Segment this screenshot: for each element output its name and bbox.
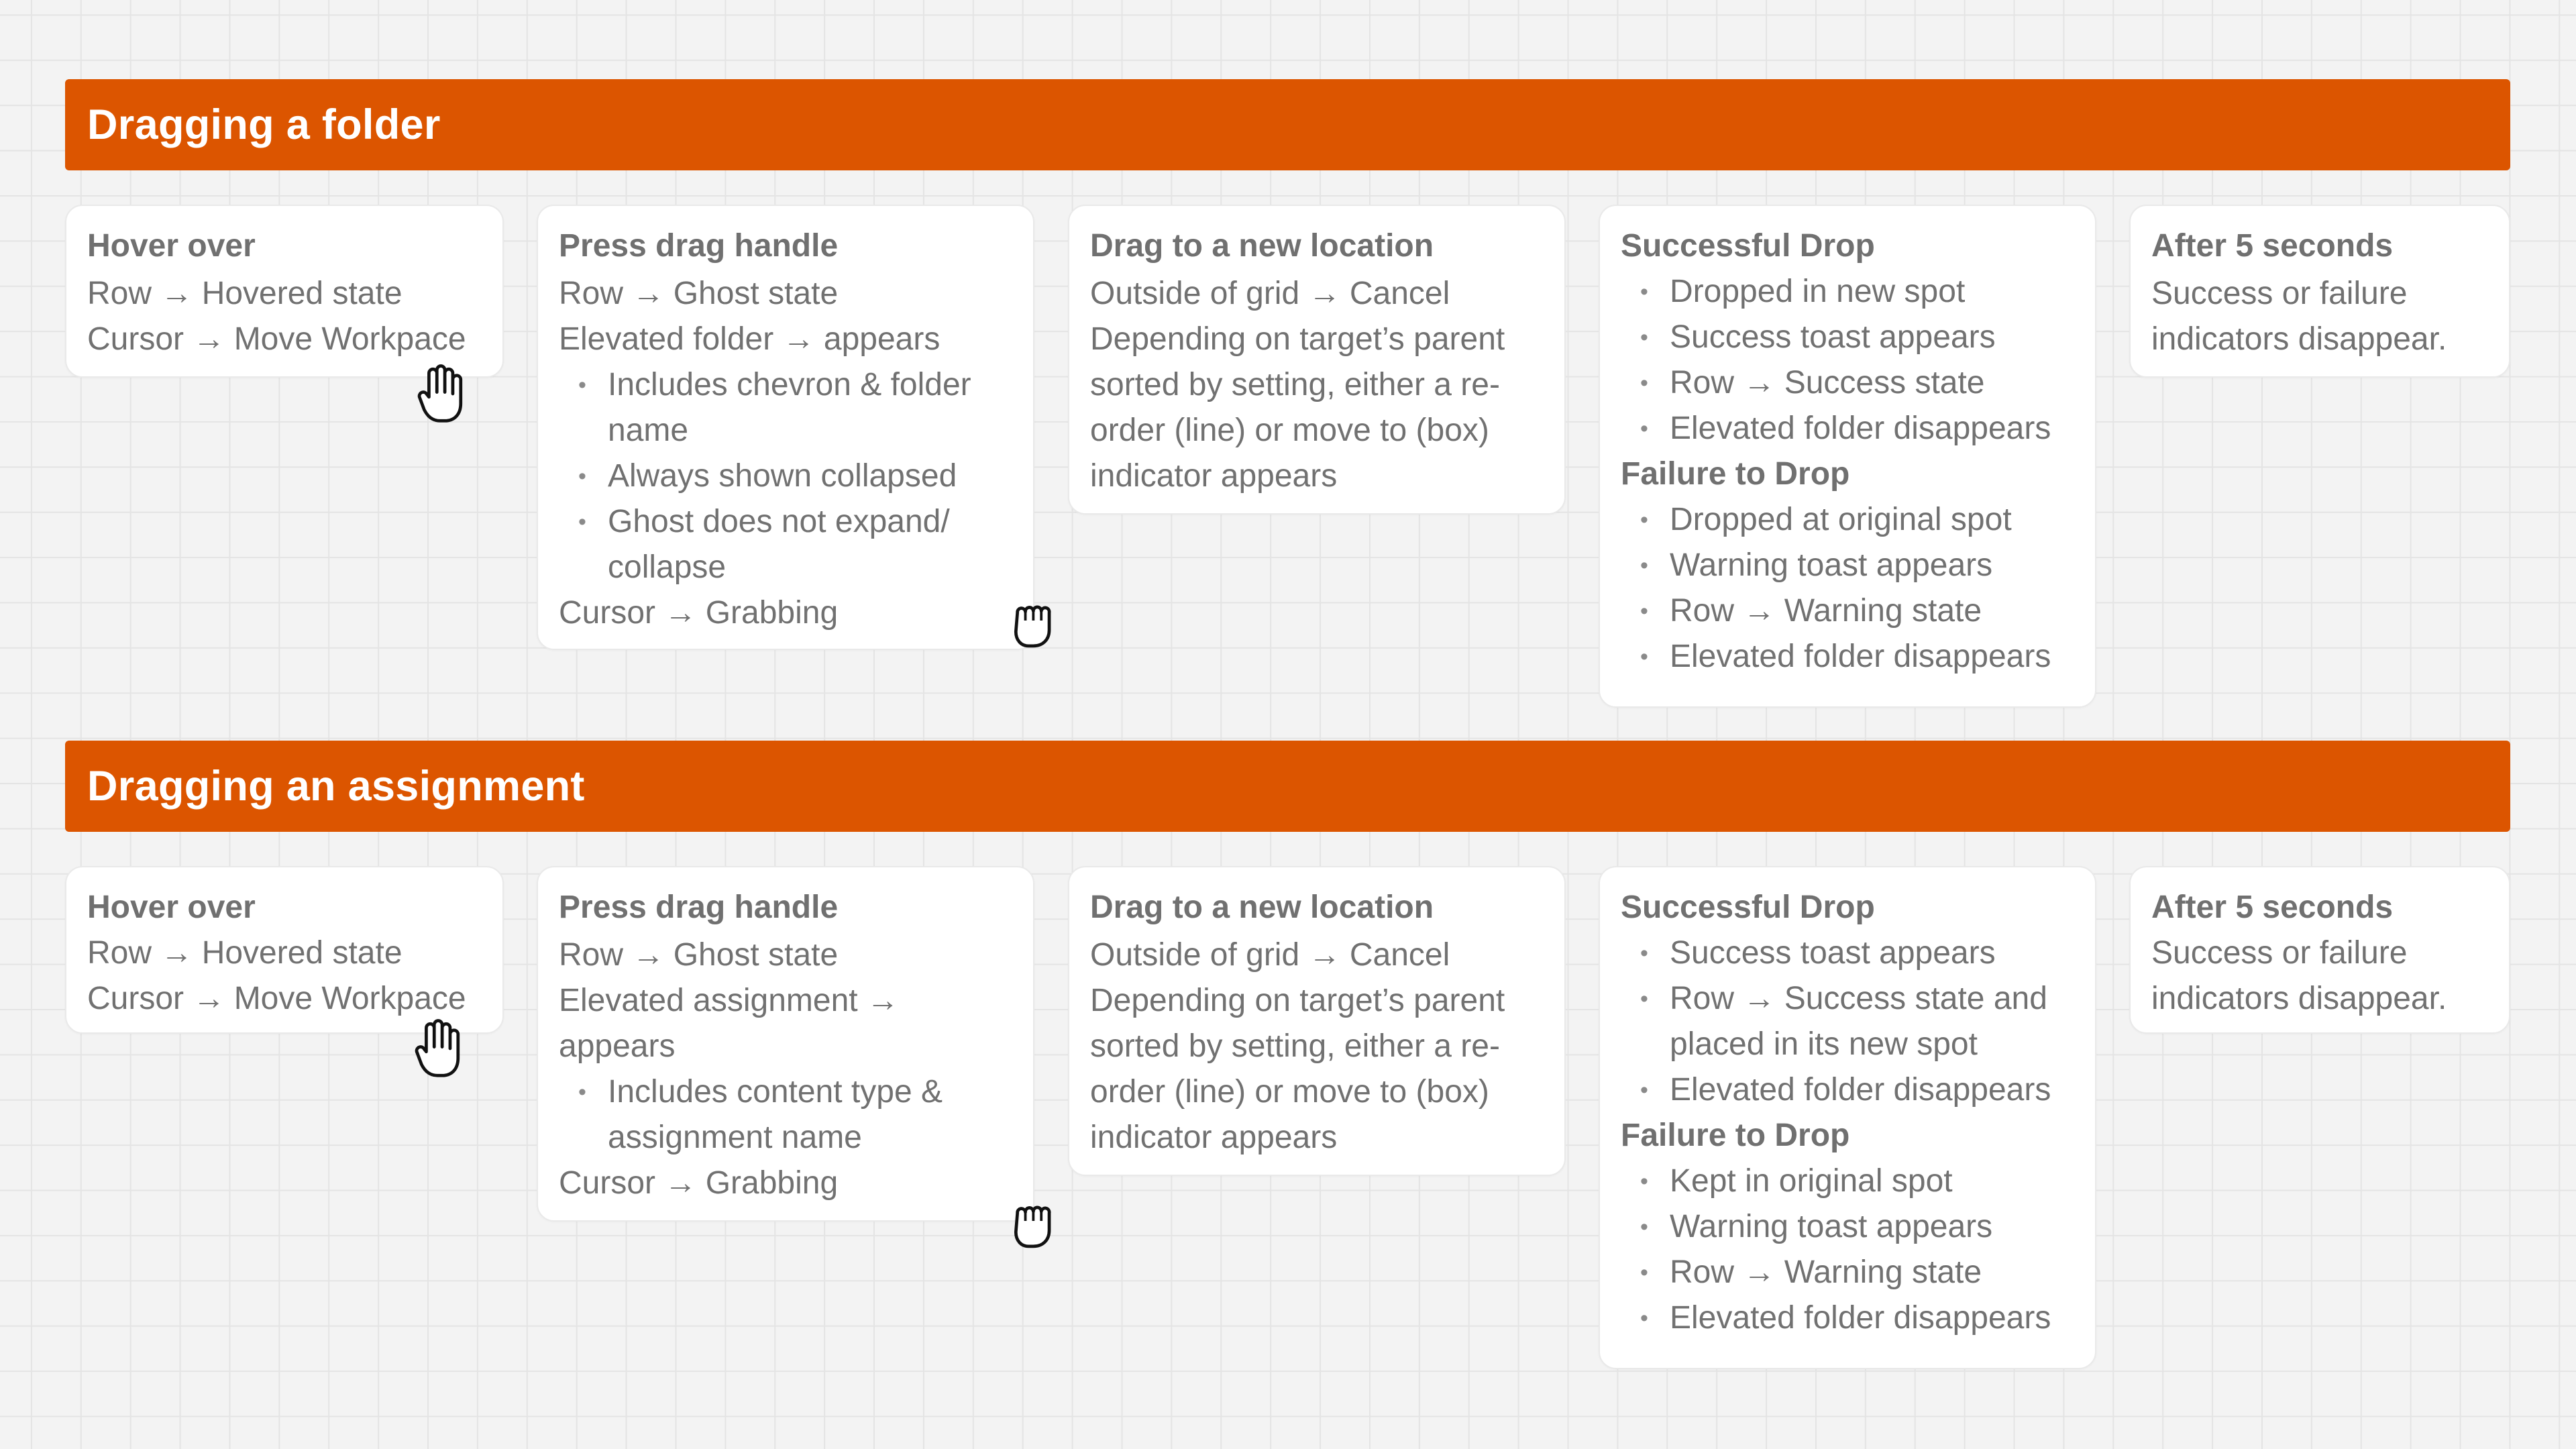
step-body: Depending on target’s parent sorted by setting, either a re-order (line) or move to (box) indicator appears — [1090, 983, 1505, 1155]
step-card-hover-over — [65, 866, 504, 1034]
step-title: Hover over — [87, 890, 256, 925]
bullet-list — [1621, 930, 2075, 1113]
bullet-list — [1621, 269, 2075, 451]
bullet-item: • Warning toast appears — [1670, 1204, 2075, 1250]
bullet-item: • Elevated folder disappears — [1670, 634, 2075, 680]
bullet-item: • Includes chevron & folder name — [608, 362, 1013, 453]
step-line: Cursor → Move Workpace — [87, 321, 466, 357]
pointer-hand-icon — [412, 1018, 463, 1079]
step-title: Successful Drop — [1621, 890, 1875, 925]
bullet-item: • Dropped in new spot — [1670, 269, 2075, 315]
step-line: Outside of grid → Cancel — [1090, 276, 1450, 311]
step-body: Success or failure indicators disappear. — [2151, 935, 2447, 1016]
bullet-item: • Dropped at original spot — [1670, 497, 2075, 543]
step-line: Outside of grid → Cancel — [1090, 937, 1450, 973]
step-line: Row → Hovered state — [87, 935, 402, 971]
bullet-item: • Row → Warning state — [1670, 588, 2075, 634]
step-card-after-5-seconds — [2129, 866, 2510, 1034]
step-title: After 5 seconds — [2151, 890, 2394, 925]
step-title: Drag to a new location — [1090, 228, 1434, 264]
step-card-drag-to-new-location — [1068, 866, 1566, 1176]
step-line: Row → Ghost state — [559, 276, 839, 311]
section-title: Dragging a folder — [87, 101, 441, 148]
step-title: Hover over — [87, 228, 256, 264]
step-subtitle: Failure to Drop — [1621, 1118, 1850, 1153]
step-body: Depending on target’s parent sorted by setting, either a re-order (line) or move to (box) indicator appears — [1090, 321, 1505, 494]
pointer-hand-icon — [415, 364, 466, 424]
step-card-drag-to-new-location — [1068, 205, 1566, 515]
step-title: Successful Drop — [1621, 228, 1875, 264]
step-line: Cursor → Grabbing — [559, 1165, 839, 1201]
section-header-assignment — [65, 741, 2510, 832]
bullet-item: • Elevated folder disappears — [1670, 406, 2075, 451]
step-line: Row → Hovered state — [87, 276, 402, 311]
step-card-drop-result — [1599, 205, 2096, 708]
step-title: Press drag handle — [559, 228, 839, 264]
step-card-hover-over — [65, 205, 504, 378]
step-card-drop-result — [1599, 866, 2096, 1369]
section-title: Dragging an assignment — [87, 763, 585, 810]
bullet-item: • Kept in original spot — [1670, 1159, 2075, 1204]
step-card-press-drag-handle — [537, 205, 1034, 650]
bullet-item: • Row → Success state and placed in its new spot — [1670, 976, 2075, 1067]
bullet-item: • Elevated folder disappears — [1670, 1067, 2075, 1113]
section-header-folder — [65, 79, 2510, 170]
step-line: Elevated folder → appears — [559, 321, 941, 357]
step-title: Drag to a new location — [1090, 890, 1434, 925]
bullet-item: • Success toast appears — [1670, 930, 2075, 976]
grabbing-hand-icon — [1006, 590, 1057, 651]
bullet-item: • Ghost does not expand/ collapse — [608, 499, 1013, 590]
grabbing-hand-icon — [1006, 1191, 1057, 1251]
bullet-item: • Elevated folder disappears — [1670, 1295, 2075, 1341]
step-subtitle: Failure to Drop — [1621, 456, 1850, 492]
bullet-list — [1621, 497, 2075, 680]
step-title: After 5 seconds — [2151, 228, 2394, 264]
step-line: Cursor → Grabbing — [559, 595, 839, 631]
bullet-item: • Row → Success state — [1670, 360, 2075, 406]
bullet-item: • Row → Warning state — [1670, 1250, 2075, 1295]
step-card-press-drag-handle — [537, 866, 1034, 1222]
bullet-list — [1621, 1159, 2075, 1341]
bullet-list — [559, 1069, 1013, 1161]
step-line: Row → Ghost state — [559, 937, 839, 973]
step-line: Elevated assignment → appears — [559, 983, 899, 1064]
bullet-item: • Warning toast appears — [1670, 543, 2075, 588]
step-card-after-5-seconds — [2129, 205, 2510, 378]
bullet-list — [559, 362, 1013, 590]
step-title: Press drag handle — [559, 890, 839, 925]
bullet-item: • Always shown collapsed — [608, 453, 1013, 499]
step-line: Cursor → Move Workpace — [87, 981, 466, 1016]
bullet-item: • Success toast appears — [1670, 315, 2075, 360]
bullet-item: • Includes content type & assignment name — [608, 1069, 1013, 1161]
step-body: Success or failure indicators disappear. — [2151, 276, 2447, 357]
